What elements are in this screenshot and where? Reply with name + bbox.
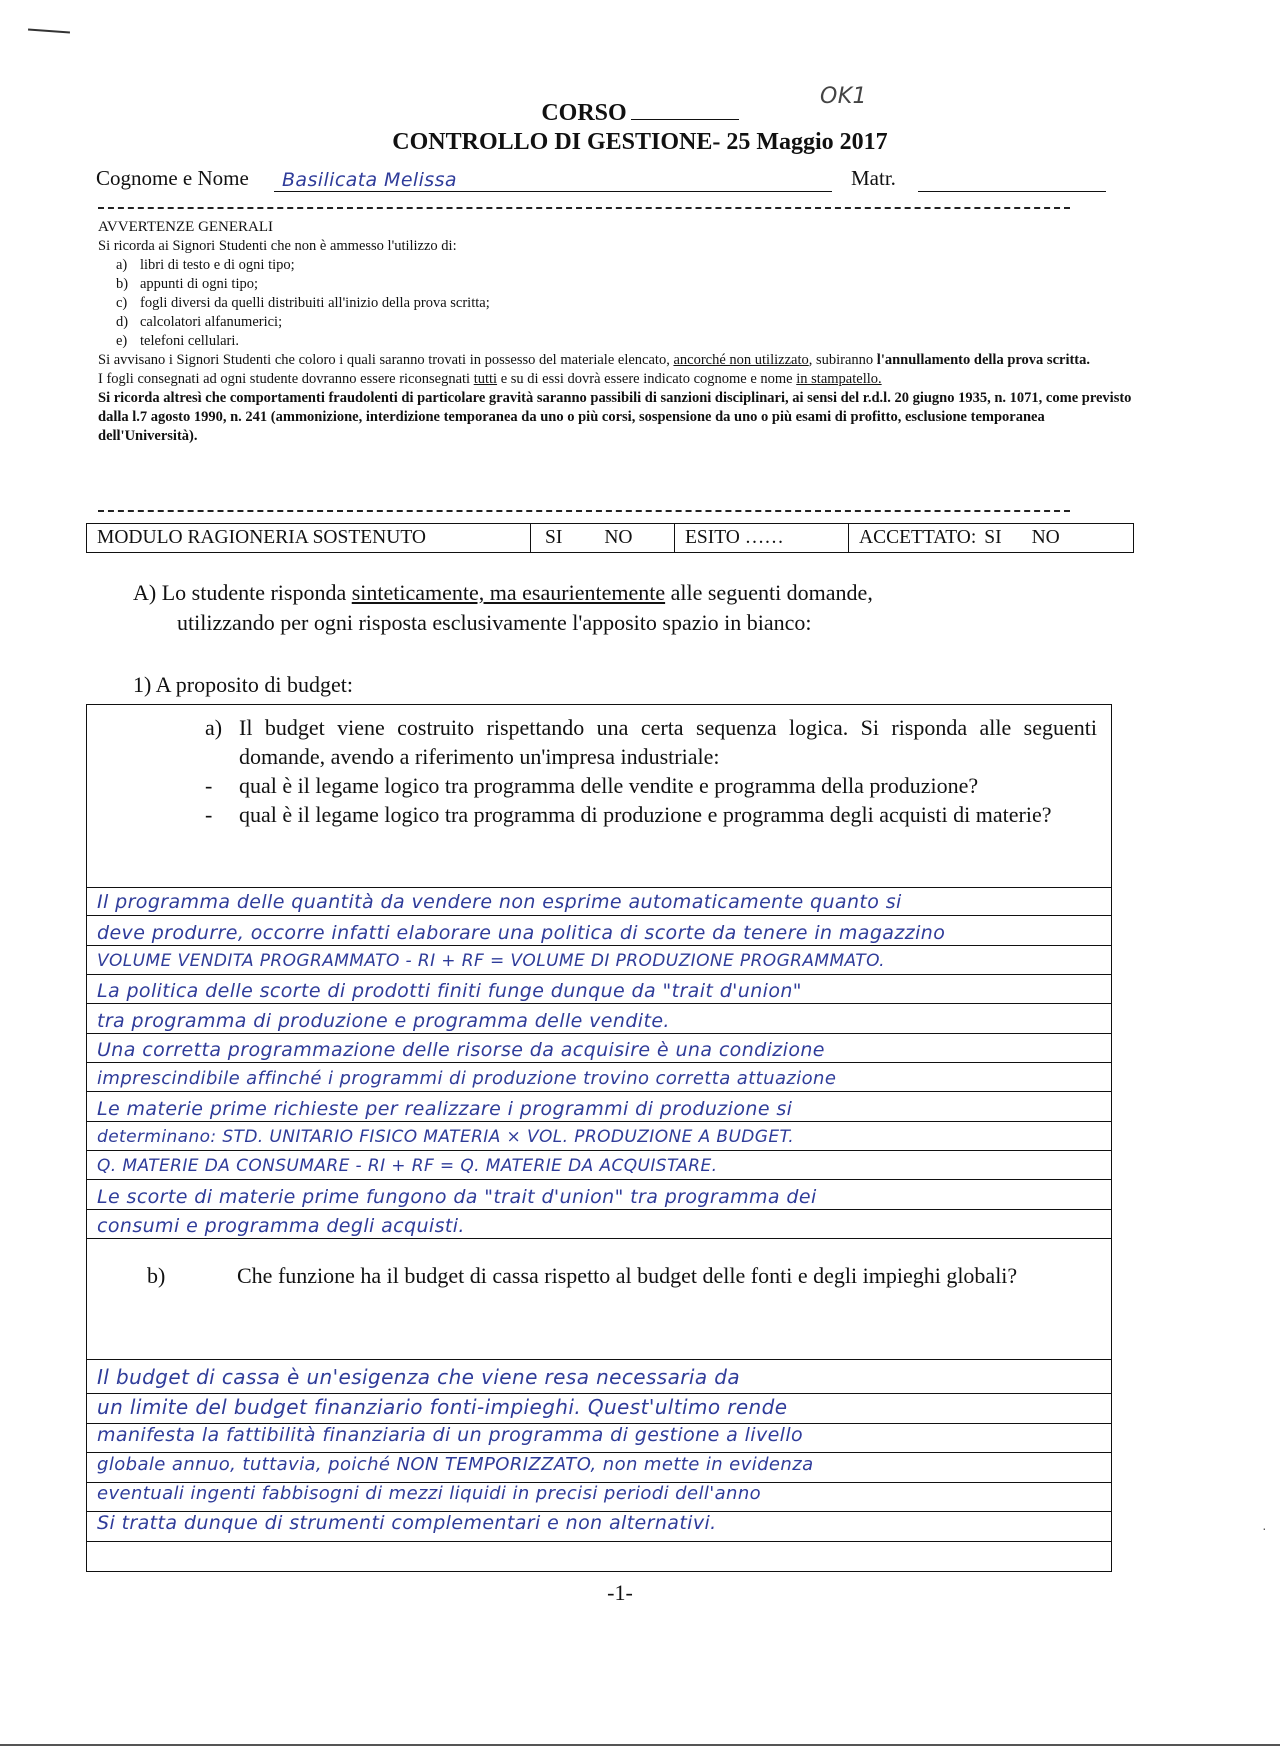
question-1-box [86,704,1112,1572]
question-1b [147,1261,1097,1290]
answer-rule [87,945,1111,946]
accettato-no-option[interactable]: NO [1031,527,1060,548]
p1-underlined: ancorché non utilizzato [673,352,809,368]
answer-rule [87,1150,1111,1151]
question-1b-text: Che funzione ha il budget di cassa rispetto al budget delle fonti e degli impieghi globali? [237,1263,1018,1288]
list-text: telefoni cellulari. [140,333,240,349]
question-1a-marker: a) [205,715,223,740]
answer-line: La politica delle scorte di prodotti finiti funge dunque da "trait d'union" [97,980,802,1002]
answer-rule [87,1209,1111,1210]
module-label: MODULO RAGIONERIA SOSTENUTO [97,527,426,548]
dashed-separator-top [98,207,1070,209]
p2-underlined-1: tutti [473,371,498,387]
name-value: Basilicata Melissa [282,169,457,191]
section-a-underlined: sinteticamente, ma esaurientemente [351,580,666,605]
bullet-marker: - [205,802,213,827]
answer-rule [87,1482,1111,1483]
answer-rule [87,1541,1111,1542]
name-line [96,162,1016,196]
p1-bold: l'annullamento della prova scritta. [876,352,1091,368]
answer-line: un limite del budget finanziario fonti-impieghi. Quest'ultimo rende [97,1395,788,1419]
handwritten-grade-mark: OK1 [820,84,867,109]
list-item [116,313,1134,332]
p2-text: I fogli consegnati ad ogni studente dovranno essere riconsegnati [98,371,474,387]
list-item [116,332,1134,351]
list-item [116,294,1134,313]
warnings-block [98,218,1134,446]
answer-rule [87,1033,1111,1034]
answer-line: Si tratta dunque di strumenti complementari e non alternativi. [97,1512,717,1534]
module-label-cell [87,524,531,552]
answer-1b[interactable] [87,1365,1111,1542]
answer-rule [87,1179,1111,1180]
answer-line: determinano: STD. UNITARIO FISICO MATERIA × VOL. PRODUZIONE A BUDGET. [97,1127,795,1147]
answer-line: manifesta la fattibilità finanziaria di un programma di gestione a livello [97,1424,804,1446]
answer-line: Il programma delle quantità da vendere non esprime automaticamente quanto si [97,891,902,913]
scan-bottom-edge [0,1744,1280,1746]
list-marker: d) [116,314,129,330]
bullet-text: qual è il legame logico tra programma delle vendite e programma della produzione? [239,773,979,798]
accettato-si-option[interactable]: SI [984,527,1002,548]
warning-paragraph-3: Si ricorda altresì che comportamenti fraudolenti di particolare gravità saranno passibili di sanzioni disciplinari, ai sensi del r.d.l. 20 giugno 1935, n. 1071, come previsto dalla l.7 agosto 1990, n. 241 (ammonizione, interdizione temporanea da uno o più corsi, sospensione da uno o più esami di profitto, esclusione temporanea dell'Università). [98,390,1132,444]
forbidden-items-list [116,256,1134,351]
answer-rule [87,1062,1111,1063]
answer-line: globale annuo, tuttavia, poiché NON TEMPORIZZATO, non mette in evidenza [97,1454,814,1475]
p2-underlined-2: in stampatello. [796,371,882,387]
p2-text-mid: e su di essi dovrà essere indicato cognome e nome [497,371,797,387]
answer-rule [87,1423,1111,1424]
answer-1a[interactable] [87,891,1111,1244]
answer-line: Una corretta programmazione delle risorse da acquisire è una condizione [97,1039,825,1061]
list-text: appunti di ogni tipo; [140,276,259,292]
list-text: fogli diversi da quelli distribuiti all'inizio della prova scritta; [140,295,490,311]
p1-text: Si avvisano i Signori Studenti che coloro i quali saranno trovati in possesso del materiale elencato, [98,352,674,368]
dashed-separator-bottom [98,510,1070,512]
exam-title: CONTROLLO DI GESTIONE- 25 Maggio 2017 [392,129,888,155]
section-a-text-end: alle seguenti domande, [665,580,873,605]
question-1b-row [147,1261,1097,1290]
module-no-option[interactable]: NO [604,527,633,548]
question-1a-row [205,713,1097,771]
module-sostenuto-cell [531,524,675,552]
list-marker: b) [116,276,129,292]
module-si-option[interactable]: SI [545,527,563,548]
answer-line: imprescindibile affinché i programmi di produzione trovino corretta attuazione [97,1068,837,1089]
matr-field[interactable] [918,168,1106,192]
answer-line: Le scorte di materie prime fungono da "trait d'union" tra programma dei [97,1186,817,1208]
list-marker: a) [116,257,128,273]
question-1a [205,713,1097,829]
answer-line: eventuali ingenti fabbisogni di mezzi liquidi in precisi periodi dell'anno [97,1483,762,1504]
name-label: Cognome e Nome [96,166,249,190]
corso-label: CORSO [541,100,627,126]
list-text: calcolatori alfanumerici; [140,314,283,330]
exam-header [0,100,1280,156]
name-field[interactable] [274,168,832,192]
list-item [116,275,1134,294]
corso-blank[interactable] [631,102,739,120]
answer-line: Q. MATERIE DA CONSUMARE - RI + RF = Q. MATERIE DA ACQUISTARE. [97,1156,718,1176]
matr-label: Matr. [851,166,896,190]
answer-rule [87,1452,1111,1453]
question-1a-bullet-2 [205,800,1097,829]
answer-rule [87,887,1111,888]
section-a-text: A) Lo studente risponda [133,580,352,605]
list-text: libri di testo e di ogni tipo; [140,257,295,273]
list-marker: e) [116,333,128,349]
answer-line: deve produrre, occorre infatti elaborare una politica di scorte da tenere in magazzino [97,922,946,944]
list-item [116,256,1134,275]
question-1-title: 1) A proposito di budget: [133,672,353,697]
module-table [86,523,1134,553]
warnings-intro: Si ricorda ai Signori Studenti che non è ammesso l'utilizzo di: [98,238,457,254]
question-1a-text: Il budget viene costruito rispettando una certa sequenza logica. Si risponda alle seguenti domande, avendo a riferimento un'impresa industriale: [239,715,1097,769]
module-accettato-cell [849,524,1133,552]
question-1a-bullet-1 [205,771,1097,800]
list-marker: c) [116,295,128,311]
answer-rule [87,1238,1111,1239]
section-a-instructions [133,578,1135,638]
answer-line: tra programma di produzione e programma delle vendite. [97,1010,670,1032]
module-esito[interactable]: ESITO …… [685,527,784,548]
answer-line: Le materie prime richieste per realizzare i programmi di produzione si [97,1098,793,1120]
corso-line [0,100,1280,127]
answer-rule [87,915,1111,916]
corner-pen-mark [28,29,70,34]
answer-rule [87,1511,1111,1512]
warning-paragraph-1 [98,351,1134,370]
warnings-title: AVVERTENZE GENERALI [98,219,274,235]
answer-rule [87,1003,1111,1004]
section-a-line2: utilizzando per ogni risposta esclusivamente l'apposito spazio in bianco: [177,610,812,635]
answer-rule [87,1359,1111,1360]
page-number: -1- [607,1580,633,1605]
bullet-text: qual è il legame logico tra programma di produzione e programma degli acquisti di materie? [239,802,1052,827]
answer-rule [87,1121,1111,1122]
answer-line: consumi e programma degli acquisti. [97,1215,465,1237]
accettato-label: ACCETTATO: [859,527,977,548]
p1-text-end: , subiranno [808,352,874,368]
warning-paragraph-2 [98,370,1134,389]
answer-rule [87,1091,1111,1092]
scan-speck: · [1262,1520,1267,1536]
bullet-marker: - [205,773,213,798]
answer-rule [87,974,1111,975]
module-esito-cell [675,524,849,552]
answer-line: Il budget di cassa è un'esigenza che viene resa necessaria da [97,1365,741,1389]
answer-rule [87,1393,1111,1394]
answer-line: VOLUME VENDITA PROGRAMMATO - RI + RF = VOLUME DI PRODUZIONE PROGRAMMATO. [97,951,885,971]
question-1b-marker: b) [147,1263,166,1288]
